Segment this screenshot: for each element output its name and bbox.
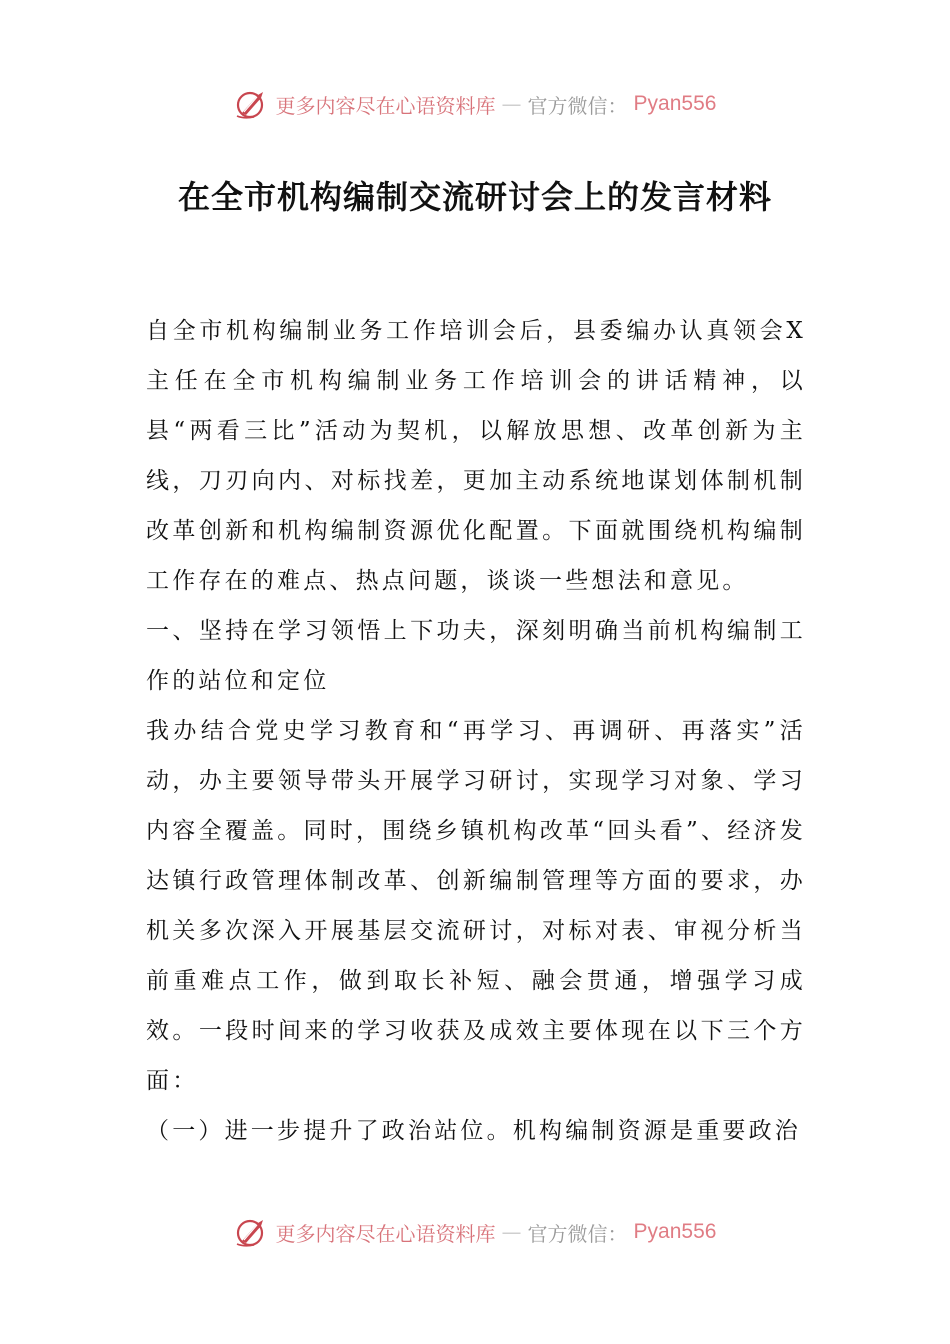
paragraph-study: 我办结合党史学习教育和“再学习、再调研、再落实”活动，办主要领导带头开展学习研讨，实现学习对象、学习内容全覆盖。同时，围绕乡镇机构改革“回头看”、经济发达镇行政管理体制改革、创新编制管理等方面的要求，办机关多次深入开展基层交流研讨，对标对表、审视分析当前重难点工作，做到取长补短、融会贯通，增强学习成效。一段时间来的学习收获及成效主要体现在以下三个方面：	[146, 718, 806, 1094]
watermark-wechat-id: Pyan556	[633, 92, 717, 115]
paragraph-intro: 自全市机构编制业务工作培训会后，县委编办认真领会X主任在全市机构编制业务工作培训会的讲话精神，以县“两看三比”活动为契机，以解放思想、改革创新为主线，刀刃向内、对标找差，更加主动系统地谋划体制机制改革创新和机构编制资源优化配置。下面就围绕机构编制工作存在的难点、热点问题，谈谈一些想法和意见。	[146, 318, 806, 594]
watermark-wechat-id: Pyan556	[633, 1220, 717, 1243]
pen-nib-logo-icon	[234, 86, 270, 122]
document-title: 在全市机构编制交流研讨会上的发言材料	[177, 178, 772, 216]
footer-watermark	[0, 1212, 950, 1252]
watermark-separator: —	[501, 1220, 522, 1244]
pen-nib-logo-icon	[234, 1214, 270, 1250]
watermark-official-label: 官方微信：	[527, 93, 628, 118]
watermark-official-label: 官方微信：	[527, 1221, 628, 1246]
header-watermark	[0, 84, 950, 124]
watermark-brand-text: 更多内容尽在心语资料库	[275, 93, 496, 118]
paragraph-subsection-one: （一）进一步提升了政治站位。机构编制资源是重要政治	[146, 1118, 801, 1144]
watermark-separator: —	[501, 92, 522, 116]
watermark-brand-text: 更多内容尽在心语资料库	[275, 1221, 496, 1246]
document-body	[146, 306, 806, 1156]
section-heading-one: 一、坚持在学习领悟上下功夫，深刻明确当前机构编制工作的站位和定位	[146, 618, 806, 694]
